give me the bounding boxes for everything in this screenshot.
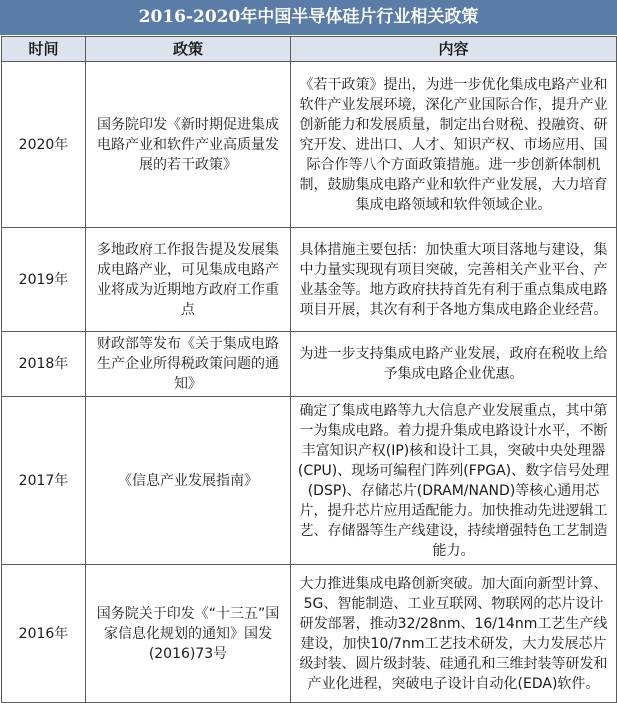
row-policy: 国务院关于印发《“十三五”国家信息化规划的通知》国发(2016)73号 [86,565,291,703]
table-row [2,397,617,565]
row-content: 确定了集成电路等九大信息产业发展重点，其中第一为集成电路。着力提升集成电路设计水平，不断丰富知识产权(IP)核和设计工具，突破中央处理器(CPU)、现场可编程门阵列(FPGA)、数字信号处理(DSP)、存储芯片(DRAM/NAND)等核心通用芯片，提升芯片应用适配能力。加快推动先进逻辑工艺、存储器等生产线建设，持续增强特色工艺制造能力。 [291,397,617,565]
table-row [2,565,617,703]
row-year: 2017年 [2,397,86,565]
table-title: 2016-2020年中国半导体硅片行业相关政策 [0,0,617,35]
row-year: 2016年 [2,565,86,703]
policy-table [1,36,617,703]
row-content: 为进一步支持集成电路产业发展，政府在税收上给予集成电路企业优惠。 [291,332,617,397]
row-policy: 多地政府工作报告提及发展集成电路产业，可见集成电路产业将成为近期地方政府工作重点 [86,228,291,332]
header-row [2,37,617,62]
row-content: 具体措施主要包括：加快重大项目落地与建设，集中力量实现现有项目突破，完善相关产业平台、产业基金等。地方政府扶持首先有利于重点集成电路项目开展，其次有利于各地方集成电路企业经营。 [291,228,617,332]
table-row [2,62,617,228]
row-policy: 财政部等发布《关于集成电路生产企业所得税政策问题的通知》 [86,332,291,397]
header-policy: 政策 [86,37,291,62]
header-content: 内容 [291,37,617,62]
row-year: 2018年 [2,332,86,397]
row-policy: 《信息产业发展指南》 [86,397,291,565]
row-content: 《若干政策》提出，为进一步优化集成电路产业和软件产业发展环境，深化产业国际合作，提升产业创新能力和发展质量，制定出台财税、投融资、研究开发、进出口、人才、知识产权、市场应用、国际合作等八个方面政策措施。进一步创新体制机制，鼓励集成电路产业和软件产业发展，大力培育集成电路领域和软件领域企业。 [291,62,617,228]
row-year: 2020年 [2,62,86,228]
header-year: 时间 [2,37,86,62]
table-row [2,332,617,397]
row-policy: 国务院印发《新时期促进集成电路产业和软件产业高质量发展的若干政策》 [86,62,291,228]
table-row [2,228,617,332]
row-year: 2019年 [2,228,86,332]
row-content: 大力推进集成电路创新突破。加大面向新型计算、5G、智能制造、工业互联网、物联网的芯片设计研发部署，推动32/28nm、16/14nm工艺生产线建设，加快10/7nm工艺技术研发，大力发展芯片级封装、圆片级封装、硅通孔和三维封装等研发和产业化进程，突破电子设计自动化(EDA)软件。 [291,565,617,703]
